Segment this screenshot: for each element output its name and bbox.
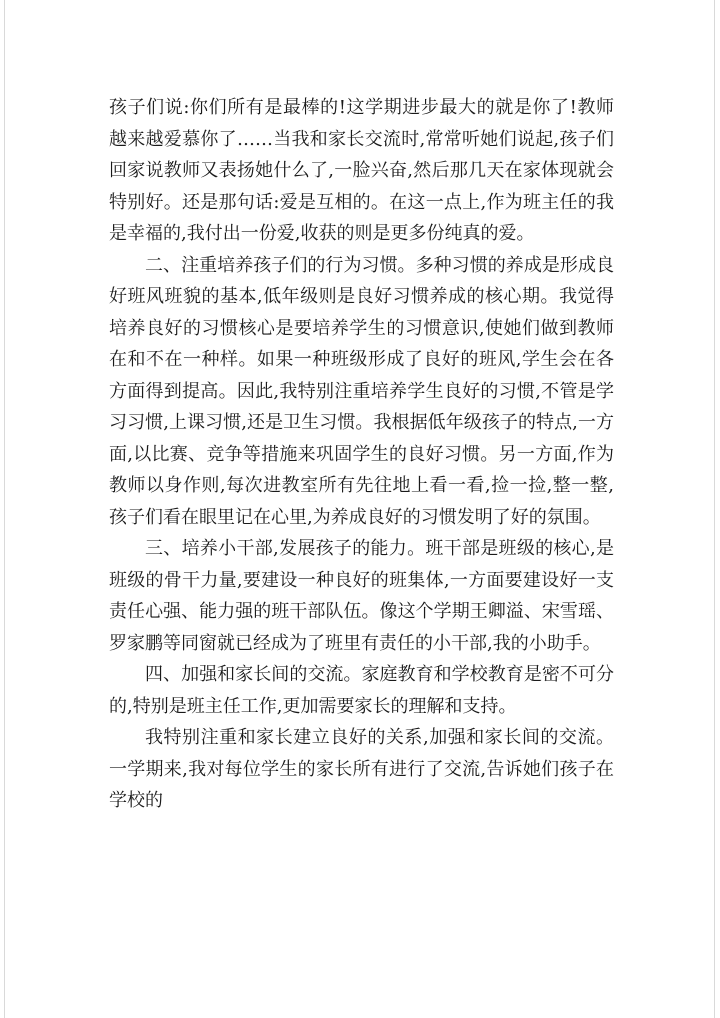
paragraph-class-cadres: 三、培养小干部,发展孩子的能力。班干部是班级的核心,是班级的骨干力量,要建设一种良好的班集体,一方面要建设好一支责任心强、能力强的班干部队伍。像这个学期王卿溢、宋雪瑶、罗家鹏等同窗就已经成为了班里有责任的小干部,我的小助手。: [109, 538, 614, 654]
page-border-left: [4, 0, 5, 1018]
document-body: [109, 92, 614, 817]
paragraph-parent-relations: 我特别注重和家长建立良好的关系,加强和家长间的交流。一学期来,我对每位学生的家长所有进行了交流,告诉她们孩子在学校的: [109, 727, 614, 811]
page-border-right: [714, 0, 715, 1018]
paragraph-parent-communication: 四、加强和家长间的交流。家庭教育和学校教育是密不可分的,特别是班主任工作,更加需要家长的理解和支持。: [109, 664, 614, 717]
paragraph-continuation: 孩子们说:你们所有是最棒的!这学期进步最大的就是你了!教师越来越爱慕你了……当我和家长交流时,常常听她们说起,孩子们回家说教师又表扬她什么了,一脸兴奋,然后那几天在家体现就会特别好。还是那句话:爱是互相的。在这一点上,作为班主任的我是幸福的,我付出一份爱,收获的则是更多份纯真的爱。: [109, 97, 614, 244]
paragraph-behavior-habits: 二、注重培养孩子们的行为习惯。多种习惯的养成是形成良好班风班貌的基本,低年级则是良好习惯养成的核心期。我觉得培养良好的习惯核心是要培养学生的习惯意识,使她们做到教师在和不在一种样。如果一种班级形成了良好的班风,学生会在各方面得到提高。因此,我特别注重培养学生良好的习惯,不管是学习习惯,上课习惯,还是卫生习惯。我根据低年级孩子的特点,一方面,以比赛、竞争等措施来巩固学生的良好习惯。另一方面,作为教师以身作则,每次进教室所有先往地上看一看,捡一捡,整一整,孩子们看在眼里记在心里,为养成良好的习惯发明了好的氛围。: [109, 254, 614, 528]
